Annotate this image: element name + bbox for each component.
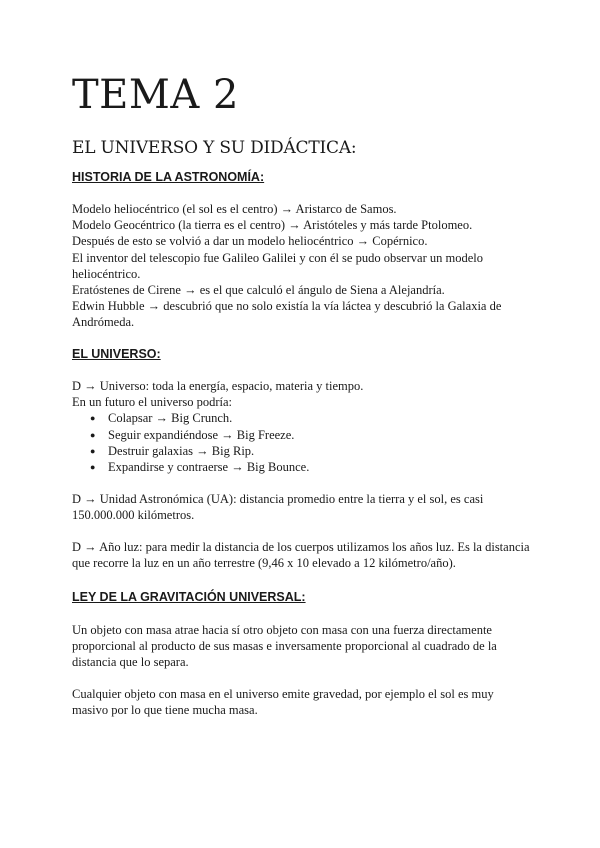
gravitacion-paragraph-2: Cualquier objeto con masa en el universo emite gravedad, por ejemplo el sol es muy masivo por lo que tiene mucha masa. bbox=[72, 687, 494, 718]
section-heading-universo: EL UNIVERSO: bbox=[72, 347, 161, 361]
list-item: ● Destruir galaxias → Big Rip. bbox=[108, 443, 532, 459]
historia-line: Modelo heliocéntrico (el sol es el centro) → Aristarco de Samos. bbox=[72, 202, 397, 216]
list-item: ● Seguir expandiéndose → Big Freeze. bbox=[108, 427, 532, 443]
historia-line: El inventor del telescopio fue Galileo Galilei y con él se pudo observar un modelo heliocéntrico. bbox=[72, 250, 483, 281]
universo-definition-block bbox=[72, 378, 532, 475]
historia-line: Edwin Hubble → descubrió que no solo existía la vía láctea y descubrió la Galaxia de Andrómeda. bbox=[72, 299, 502, 330]
universo-definition: D → Universo: toda la energía, espacio, materia y tiempo. bbox=[72, 379, 364, 393]
section-heading-gravitacion: LEY DE LA GRAVITACIÓN UNIVERSAL: bbox=[72, 590, 306, 604]
document-subtitle: EL UNIVERSO Y SU DIDÁCTICA: bbox=[72, 138, 357, 158]
page-title: TEMA 2 bbox=[72, 72, 239, 118]
list-item: ● Expandirse y contraerse → Big Bounce. bbox=[108, 459, 532, 475]
historia-paragraph bbox=[72, 201, 532, 331]
historia-line: Modelo Geocéntrico (la tierra es el centro) → Aristóteles y más tarde Ptolomeo. bbox=[72, 218, 473, 233]
list-item: ● Colapsar → Big Crunch. bbox=[108, 410, 532, 426]
gravitacion-paragraph-1: Un objeto con masa atrae hacia sí otro objeto con masa con una fuerza directamente proporcional al producto de sus masas e inversamente proporcional al cuadrado de la distancia que lo separa. bbox=[72, 623, 497, 670]
universo-fate-list bbox=[72, 410, 532, 475]
universo-future-intro: En un futuro el universo podría: bbox=[72, 395, 233, 410]
historia-line: Después de esto se volvió a dar un modelo heliocéntrico → Copérnico. bbox=[72, 234, 428, 249]
light-year-definition: D → Año luz: para medir la distancia de los cuerpos utilizamos los años luz. Es la distancia que recorre la luz en un año terrestre (9,46 x 10 elevado a 12 kilómetro/año). bbox=[72, 540, 530, 571]
ua-definition: D → Unidad Astronómica (UA): distancia promedio entre la tierra y el sol, es casi 150.000.000 kilómetros. bbox=[72, 492, 484, 523]
section-heading-historia: HISTORIA DE LA ASTRONOMÍA: bbox=[72, 170, 265, 184]
historia-line: Eratóstenes de Cirene → es el que calculó el ángulo de Siena a Alejandría. bbox=[72, 283, 445, 298]
